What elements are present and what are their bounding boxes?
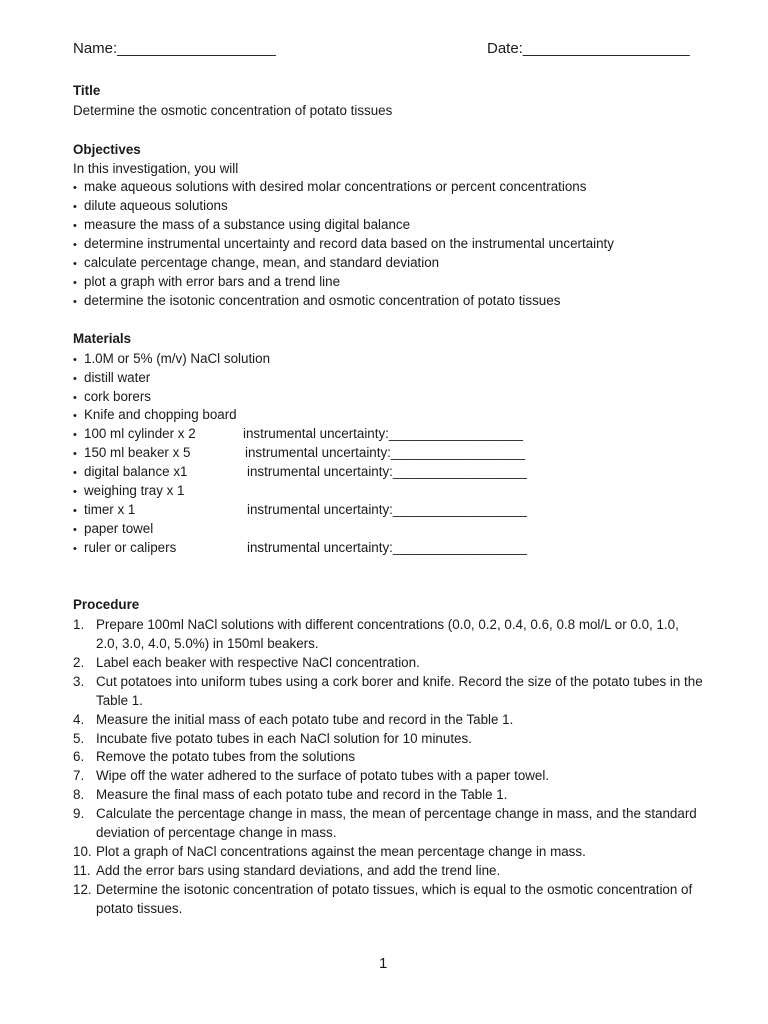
material-item [73,370,150,385]
objective-text: make aqueous solutions with desired molar concentrations or percent concentrations [84,179,587,194]
objective-item [73,236,614,251]
step-text: Calculate the percentage change in mass, the mean of percentage change in mass, and the standard deviation of percentage change in mass. [96,806,697,840]
bullet-icon: • [73,543,77,555]
material-uncertainty: instrumental uncertainty:__________________ [247,464,527,479]
materials-heading: Materials [73,331,132,346]
material-uncertainty: instrumental uncertainty:__________________ [247,540,527,555]
page-number: 1 [379,955,388,972]
material-uncertainty: instrumental uncertainty:__________________ [243,426,523,441]
bullet-icon: • [73,277,77,289]
step-number: 4. [73,712,85,727]
procedure-heading: Procedure [73,597,140,612]
procedure-step [73,653,703,672]
bullet-icon: • [73,296,77,308]
objective-text: calculate percentage change, mean, and standard deviation [84,255,440,270]
procedure-step [73,804,703,842]
step-text: Incubate five potato tubes in each NaCl solution for 10 minutes. [96,731,472,746]
bullet-icon: • [73,258,77,270]
procedure-step [73,729,703,748]
material-item [73,426,196,441]
step-number: 7. [73,768,85,783]
bullet-icon: • [73,467,77,479]
bullet-icon: • [73,373,77,385]
step-text: Cut potatoes into uniform tubes using a cork borer and knife. Record the size of the potato tubes in the Table 1. [96,674,703,708]
objective-text: plot a graph with error bars and a trend line [84,274,341,289]
objectives-heading: Objectives [73,142,141,157]
objective-item [73,255,439,270]
material-name: cork borers [84,389,151,404]
step-text: Measure the final mass of each potato tube and record in the Table 1. [96,787,508,802]
material-name: paper towel [84,521,154,536]
title-text: Determine the osmotic concentration of potato tissues [73,103,393,118]
name-field-label: Name:___________________ [73,40,276,57]
procedure-step [73,710,703,729]
material-name: 150 ml beaker x 5 [84,445,191,460]
step-number: 12. [73,882,92,897]
step-text: Wipe off the water adhered to the surface of potato tubes with a paper towel. [96,768,550,783]
step-text: Measure the initial mass of each potato tube and record in the Table 1. [96,712,514,727]
material-name: 100 ml cylinder x 2 [84,426,196,441]
step-text: Label each beaker with respective NaCl concentration. [96,655,420,670]
procedure-step [73,842,703,861]
material-item [73,464,187,479]
step-number: 9. [73,806,85,821]
material-name: ruler or calipers [84,540,177,555]
step-number: 8. [73,787,85,802]
step-text: Plot a graph of NaCl concentrations against the mean percentage change in mass. [96,844,586,859]
procedure-step [73,672,703,710]
objective-item [73,274,340,289]
material-item [73,540,176,555]
bullet-icon: • [73,354,77,366]
procedure-step [73,880,703,918]
material-name: distill water [84,370,151,385]
bullet-icon: • [73,429,77,441]
step-text: Prepare 100ml NaCl solutions with different concentrations (0.0, 0.2, 0.4, 0.6, 0.8 mol/L or 0.0, 1.0, 2.0, 3.0, 4.0, 5.0%) in 150ml beakers. [96,617,679,651]
bullet-icon: • [73,448,77,460]
material-name: digital balance x1 [84,464,188,479]
title-heading: Title [73,83,101,98]
objective-item [73,293,560,308]
material-item [73,502,135,517]
procedure-step [73,747,703,766]
material-name: weighing tray x 1 [84,483,185,498]
procedure-step [73,766,703,785]
objective-item [73,198,228,213]
objective-text: measure the mass of a substance using digital balance [84,217,411,232]
step-number: 6. [73,749,85,764]
step-text: Add the error bars using standard deviations, and add the trend line. [96,863,501,878]
step-number: 1. [73,617,85,632]
material-uncertainty: instrumental uncertainty:__________________ [247,502,527,517]
procedure-step [73,861,703,880]
procedure-step [73,785,703,804]
objective-text: determine instrumental uncertainty and record data based on the instrumental uncertainty [84,236,614,251]
objective-item [73,217,410,232]
material-name: 1.0M or 5% (m/v) NaCl solution [84,351,271,366]
objective-item [73,179,586,194]
bullet-icon: • [73,182,77,194]
material-item [73,445,190,460]
objective-text: dilute aqueous solutions [84,198,228,213]
material-item [73,389,151,404]
step-number: 10. [73,844,92,859]
material-item [73,351,270,366]
step-number: 5. [73,731,85,746]
objectives-intro: In this investigation, you will [73,161,239,176]
bullet-icon: • [73,201,77,213]
objective-text: determine the isotonic concentration and osmotic concentration of potato tissues [84,293,561,308]
procedure-step [73,615,703,653]
material-name: timer x 1 [84,502,136,517]
step-number: 2. [73,655,85,670]
bullet-icon: • [73,410,77,422]
material-item [73,521,153,536]
date-field-label: Date:____________________ [487,40,690,57]
step-number: 11. [73,863,91,878]
material-uncertainty: instrumental uncertainty:__________________ [245,445,525,460]
step-number: 3. [73,674,85,689]
step-text: Determine the isotonic concentration of potato tissues, which is equal to the osmotic concentration of potato tissues. [96,882,693,916]
bullet-icon: • [73,486,77,498]
material-name: Knife and chopping board [84,407,237,422]
bullet-icon: • [73,524,77,536]
bullet-icon: • [73,239,77,251]
bullet-icon: • [73,220,77,232]
material-item [73,407,237,422]
bullet-icon: • [73,505,77,517]
bullet-icon: • [73,392,77,404]
material-item [73,483,184,498]
step-text: Remove the potato tubes from the solutions [96,749,356,764]
